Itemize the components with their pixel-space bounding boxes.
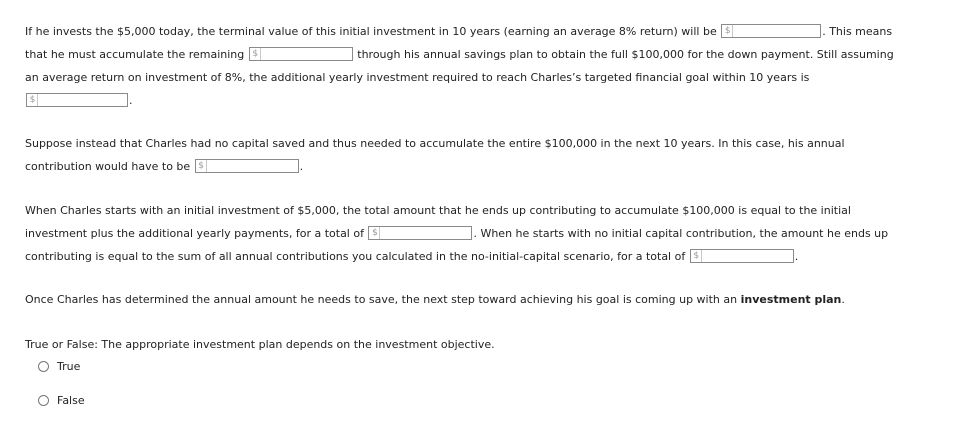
total-no-initial-answer-field[interactable] (690, 249, 794, 263)
p1-text-1: If he invests the $5,000 today, the terminal value of this initial investment in 10 years (earning an average 8% return) will be (25, 25, 717, 38)
paragraph-total-contributions (25, 199, 905, 268)
annual-contribution-input[interactable] (208, 160, 298, 172)
p1-text-2: . This means that he must accumulate the remaining (25, 25, 893, 61)
radio-true-icon[interactable] (38, 361, 49, 372)
p3-text-1: When Charles starts with an initial investment of $5,000, the total amount that he ends up contributing to accumulate $100,000 is equal to the initial investment plus the additional yearly payments, for a total of (25, 204, 851, 240)
paragraph-no-capital (25, 132, 905, 178)
currency-prefix: $ (251, 48, 261, 60)
p3-text-2: . When he starts with no initial capital contribution, the amount he ends up contributing is equal to the sum of all annual contributions you calculated in the no-initial-capital scenario, for a total of (25, 227, 889, 263)
currency-prefix: $ (197, 160, 207, 172)
p1-text-3: through his annual savings plan to obtain the full $100,000 for the down payment. Still assuming an average return on investment of 8%, the additional yearly investment required to reach Charles’s targeted financial goal within 10 years is (25, 48, 894, 84)
option-false[interactable] (38, 394, 85, 407)
total-with-initial-answer-field[interactable] (368, 226, 472, 240)
yearly-investment-answer-field[interactable] (26, 93, 128, 107)
p2-text-1: Suppose instead that Charles had no capital saved and thus needed to accumulate the entire $100,000 in the next 10 years. In this case, his annual contribution would have to be (25, 137, 845, 173)
annual-contribution-answer-field[interactable] (195, 159, 299, 173)
paragraph-terminal-value (25, 20, 905, 112)
currency-prefix: $ (692, 250, 702, 262)
p1-text-4: . (129, 94, 133, 107)
true-false-prompt: True or False: The appropriate investment plan depends on the investment objective. (25, 338, 495, 351)
remaining-amount-answer-field[interactable] (249, 47, 353, 61)
option-true-label: True (57, 360, 81, 373)
investment-plan-term: investment plan (740, 293, 842, 306)
total-with-initial-input[interactable] (381, 227, 471, 239)
option-false-label: False (57, 394, 85, 407)
p4-text-1: Once Charles has determined the annual amount he needs to save, the next step toward achieving his goal is coming up with an (25, 293, 738, 306)
radio-false-icon[interactable] (38, 395, 49, 406)
total-no-initial-input[interactable] (703, 250, 793, 262)
currency-prefix: $ (723, 25, 733, 37)
paragraph-investment-plan (25, 288, 905, 311)
yearly-investment-input[interactable] (39, 94, 127, 106)
terminal-value-answer-field[interactable] (721, 24, 821, 38)
p4-text-2: . (841, 293, 845, 306)
option-true[interactable] (38, 360, 80, 373)
remaining-amount-input[interactable] (262, 48, 352, 60)
p3-text-3: . (794, 250, 799, 263)
p2-text-2: . (299, 160, 304, 173)
terminal-value-input[interactable] (734, 25, 820, 37)
currency-prefix: $ (370, 227, 380, 239)
currency-prefix: $ (28, 94, 38, 106)
